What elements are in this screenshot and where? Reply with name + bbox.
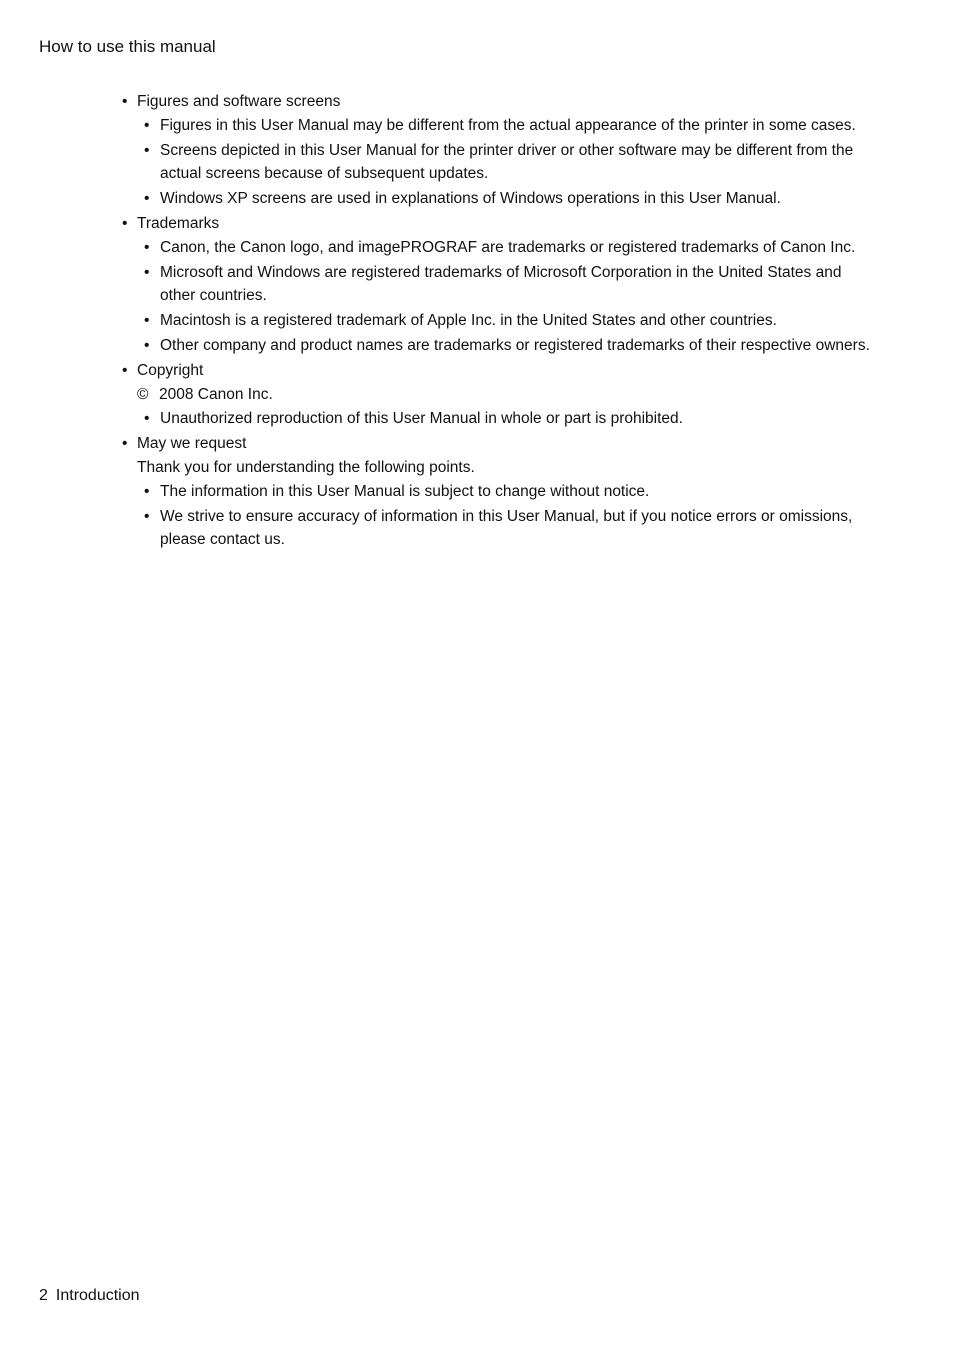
- bullet-icon: •: [144, 264, 150, 281]
- bullet-icon: •: [144, 142, 150, 159]
- section-request: [120, 432, 880, 456]
- bullet-icon: •: [144, 239, 150, 256]
- bullet-icon: •: [122, 215, 128, 232]
- section-title: Trademarks: [137, 215, 220, 232]
- request-note: Thank you for understanding the following points.: [137, 459, 475, 476]
- list-item: • Unauthorized reproduction of this User Manual in whole or part is prohibited.: [143, 407, 880, 430]
- bullet-icon: •: [144, 190, 150, 207]
- section-figures: [120, 90, 880, 114]
- page-number: 2: [39, 1287, 48, 1304]
- list-item: • Windows XP screens are used in explanations of Windows operations in this User Manual.: [143, 187, 880, 210]
- section-title: Copyright: [137, 362, 204, 379]
- section-title: Figures and software screens: [137, 93, 341, 110]
- list-item: • Microsoft and Windows are registered trademarks of Microsoft Corporation in the United States and other countries.: [143, 261, 880, 307]
- list-item: • Macintosh is a registered trademark of Apple Inc. in the United States and other countries.: [143, 309, 880, 332]
- section-trademarks: [120, 212, 880, 236]
- copyright-icon: ©: [137, 386, 149, 403]
- list-item: • Screens depicted in this User Manual for the printer driver or other software may be different from the actual screens because of subsequent updates.: [143, 139, 880, 185]
- list-item: • We strive to ensure accuracy of information in this User Manual, but if you notice errors or omissions, please contact us.: [143, 505, 880, 551]
- bullet-icon: •: [144, 117, 150, 134]
- bullet-icon: •: [122, 362, 128, 379]
- copyright-note: © 2008 Canon Inc.: [120, 383, 880, 407]
- list-item: • Other company and product names are trademarks or registered trademarks of their respective owners.: [143, 334, 880, 357]
- footer-section: Introduction: [55, 1287, 140, 1304]
- bullet-icon: •: [144, 410, 150, 427]
- section-title: May we request: [137, 435, 247, 452]
- bullet-icon: •: [122, 93, 128, 110]
- page-header: How to use this manual: [39, 37, 216, 56]
- bullet-icon: •: [144, 508, 150, 525]
- bullet-icon: •: [144, 337, 150, 354]
- bullet-icon: •: [122, 435, 128, 452]
- section-copyright: [120, 359, 880, 383]
- page-footer: [39, 1286, 140, 1306]
- bullet-icon: •: [144, 483, 150, 500]
- list-item: • Canon, the Canon logo, and imagePROGRAF are trademarks or registered trademarks of Canon Inc.: [143, 236, 880, 259]
- list-item: • The information in this User Manual is subject to change without notice.: [143, 480, 880, 503]
- list-item: • Figures in this User Manual may be different from the actual appearance of the printer in some cases.: [143, 114, 880, 137]
- bullet-icon: •: [144, 312, 150, 329]
- manual-content: [120, 90, 880, 553]
